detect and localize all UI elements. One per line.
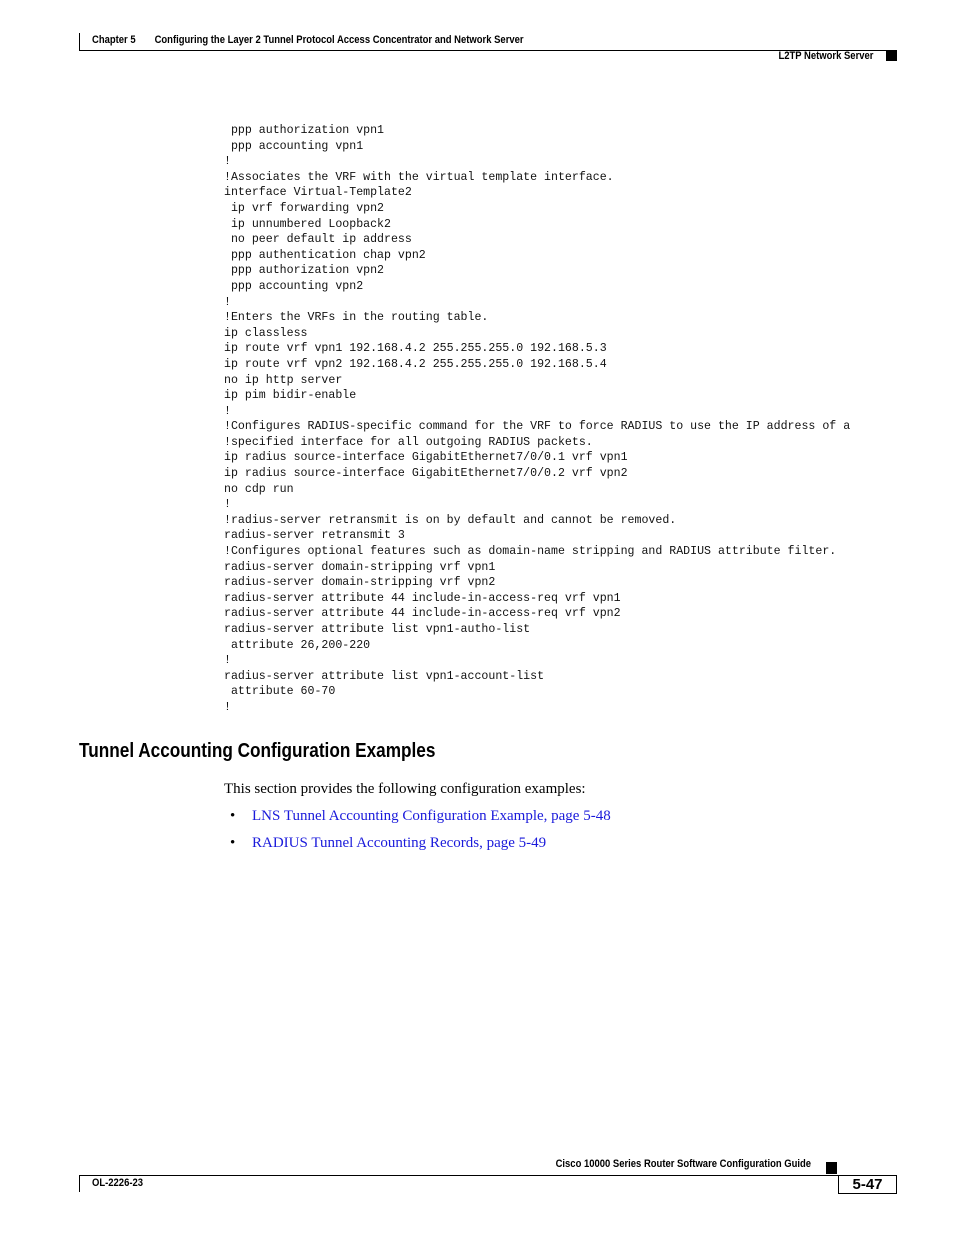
footer-guide-title: Cisco 10000 Series Router Software Configuration Guide	[555, 1158, 811, 1170]
chapter-title: Configuring the Layer 2 Tunnel Protocol Access Concentrator and Network Server	[154, 34, 524, 46]
running-header-section: L2TP Network Server	[777, 50, 873, 62]
header-rule	[79, 50, 897, 51]
header-rule-vertical	[79, 33, 80, 50]
header-marker-block	[886, 50, 897, 61]
running-header-chapter	[92, 34, 524, 46]
example-link-list	[224, 806, 611, 860]
config-code-block: ppp authorization vpn1 ppp accounting vpn1 ! !Associates the VRF with the virtual template interface. interface Virtual-Template2 ip vrf forwarding vpn2 ip unnumbered Loopback2 no peer default ip address ppp authentication chap vpn2 ppp authorization vpn2 ppp accounting vpn2 ! !Enters the VRFs in the routing table. ip classless ip route vrf vpn1 192.168.4.2 255.255.255.0 192.168.5.3 ip route vrf vpn2 192.168.4.2 255.255.255.0 192.168.5.4 no ip http server ip pim bidir-enable ! !Configures RADIUS-specific command for the VRF to force RADIUS to use the IP address of a !specified interface for all outgoing RADIUS packets. ip radius source-interface GigabitEthernet7/0/0.1 vrf vpn1 ip radius source-interface GigabitEthernet7/0/0.2 vrf vpn2 no cdp run ! !radius-server retransmit is on by default and cannot be removed. radius-server retransmit 3 !Configures optional features such as domain-name stripping and RADIUS attribute filter. radius-server domain-stripping vrf vpn1 radius-server domain-stripping vrf vpn2 radius-server attribute 44 include-in-access-req vrf vpn1 radius-server attribute 44 include-in-access-req vrf vpn2 radius-server attribute list vpn1-autho-list attribute 26,200-220 ! radius-server attribute list vpn1-account-list attribute 60-70 !	[224, 124, 851, 714]
footer-rule	[79, 1175, 897, 1176]
page-number: 5-47	[838, 1175, 897, 1194]
link-lns-tunnel-accounting-example[interactable]: LNS Tunnel Accounting Configuration Example, page 5-48	[252, 808, 611, 824]
link-radius-tunnel-accounting-records[interactable]: RADIUS Tunnel Accounting Records, page 5-49	[252, 835, 547, 851]
list-item	[224, 833, 611, 860]
chapter-label: Chapter 5	[92, 34, 136, 46]
footer-doc-number: OL-2226-23	[92, 1177, 144, 1189]
bullet-icon: •	[230, 808, 236, 824]
section-heading: Tunnel Accounting Configuration Examples	[79, 740, 436, 762]
footer-rule-vertical	[79, 1175, 80, 1192]
list-item	[224, 806, 611, 833]
section-intro: This section provides the following configuration examples:	[224, 781, 586, 797]
footer-marker-block	[826, 1162, 837, 1174]
bullet-icon: •	[230, 835, 236, 851]
